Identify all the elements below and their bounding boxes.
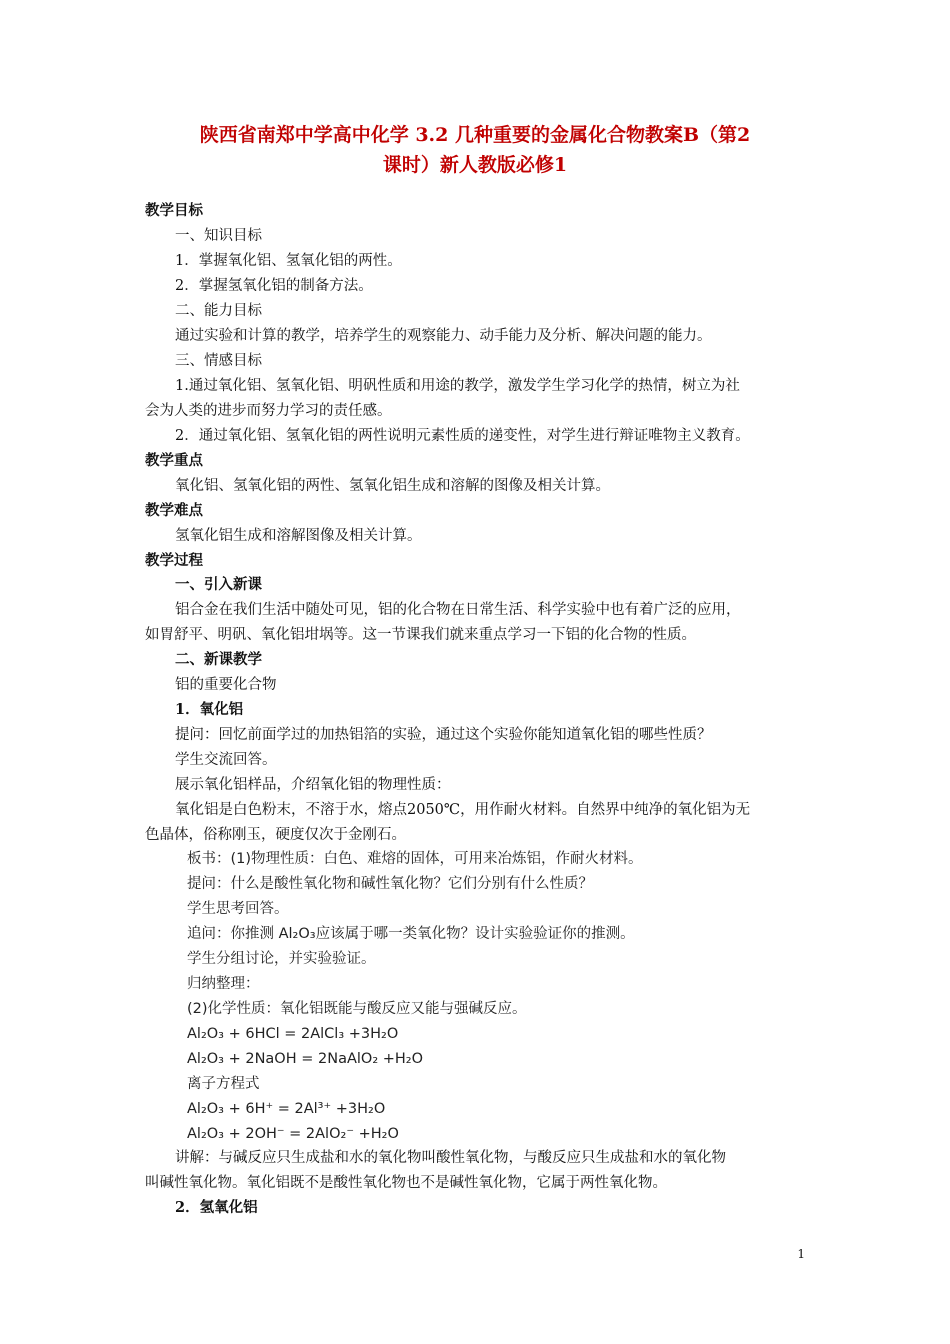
text-line: 叫碱性氧化物。氧化铝既不是酸性氧化物也不是碱性氧化物，它属于两性氧化物。 — [145, 1175, 667, 1191]
text-line: 提问：回忆前面学过的加热铝箔的实验，通过这个实验你能知道氧化铝的哪些性质？ — [175, 727, 712, 743]
text-line: 归纳整理： — [187, 976, 260, 992]
text-line: 2．掌握氢氧化铝的制备方法。 — [175, 278, 373, 294]
text-line: 色晶体，俗称刚玉，硬度仅次于金刚石。 — [145, 827, 406, 843]
text-line: 氧化铝、氢氧化铝的两性、氢氧化铝生成和溶解的图像及相关计算。 — [175, 478, 610, 494]
equation: Al₂O₃ + 2OH⁻ = 2AlO₂⁻ +H₂O — [187, 1126, 399, 1142]
text-line: 展示氧化铝样品，介绍氧化铝的物理性质： — [175, 777, 451, 793]
title-line-1: 陕西省南郑中学高中化学 3.2 几种重要的金属化合物教案B（第2 — [199, 124, 751, 146]
section-heading: 教学难点 — [145, 502, 203, 519]
text-line: 学生分组讨论，并实验验证。 — [187, 951, 376, 967]
text-line: 板书：(1)物理性质：白色、难熔的固体，可用来冶炼铝，作耐火材料。 — [187, 851, 643, 867]
text-line: 铝合金在我们生活中随处可见，铝的化合物在日常生活、科学实验中也有着广泛的应用， — [175, 602, 741, 618]
text-line: 1.通过氧化铝、氢氧化铝、明矾性质和用途的教学，激发学生学习化学的热情，树立为社 — [175, 378, 740, 394]
equation: Al₂O₃ + 6HCl = 2AlCl₃ +3H₂O — [187, 1026, 399, 1042]
document-title — [95, 120, 855, 180]
section-heading: 教学重点 — [145, 452, 203, 469]
text-line: 一、知识目标 — [175, 228, 262, 244]
text-line: 学生思考回答。 — [187, 901, 289, 917]
text-line: 通过实验和计算的教学，培养学生的观察能力、动手能力及分析、解决问题的能力。 — [175, 328, 712, 344]
text-line: 1．掌握氧化铝、氢氧化铝的两性。 — [175, 253, 402, 269]
section-heading: 教学过程 — [145, 552, 203, 569]
text-line: 提问：什么是酸性氧化物和碱性氧化物？它们分别有什么性质？ — [187, 876, 593, 892]
text-line: 追问：你推测 Al₂O₃应该属于哪一类氧化物？设计实验验证你的推测。 — [187, 926, 635, 942]
equation: Al₂O₃ + 2NaOH = 2NaAlO₂ +H₂O — [187, 1051, 424, 1067]
text-line: 氧化铝是白色粉末，不溶于水，熔点2050℃，用作耐火材料。自然界中纯净的氧化铝为无 — [175, 802, 751, 818]
text-line: 二、能力目标 — [175, 303, 262, 319]
page-number: 1 — [797, 1247, 805, 1261]
text-line: 会为人类的进步而努力学习的责任感。 — [145, 403, 392, 419]
text-line: 离子方程式 — [187, 1076, 260, 1092]
text-line: 三、情感目标 — [175, 353, 262, 369]
subsection-heading: 1．氧化铝 — [175, 701, 244, 718]
section-heading: 教学目标 — [145, 202, 203, 219]
subsection-heading: 2．氢氧化铝 — [175, 1199, 258, 1216]
title-line-2: 课时）新人教版必修1 — [382, 154, 568, 176]
text-line: 铝的重要化合物 — [175, 677, 277, 693]
equation: Al₂O₃ + 6H⁺ = 2Al³⁺ +3H₂O — [187, 1101, 386, 1117]
subsection-heading: 一、引入新课 — [175, 576, 262, 593]
text-line: 学生交流回答。 — [175, 752, 277, 768]
text-line: 如胃舒平、明矾、氧化铝坩埚等。这一节课我们就来重点学习一下铝的化合物的性质。 — [145, 627, 696, 643]
text-line: 2．通过氧化铝、氢氧化铝的两性说明元素性质的递变性，对学生进行辩证唯物主义教育。 — [175, 428, 750, 444]
text-line: 讲解：与碱反应只生成盐和水的氧化物叫酸性氧化物，与酸反应只生成盐和水的氧化物 — [175, 1150, 726, 1166]
text-line: 氢氧化铝生成和溶解图像及相关计算。 — [175, 528, 422, 544]
subsection-heading: 二、新课教学 — [175, 651, 262, 668]
text-line: (2)化学性质：氧化铝既能与酸反应又能与强碱反应。 — [187, 1001, 527, 1017]
